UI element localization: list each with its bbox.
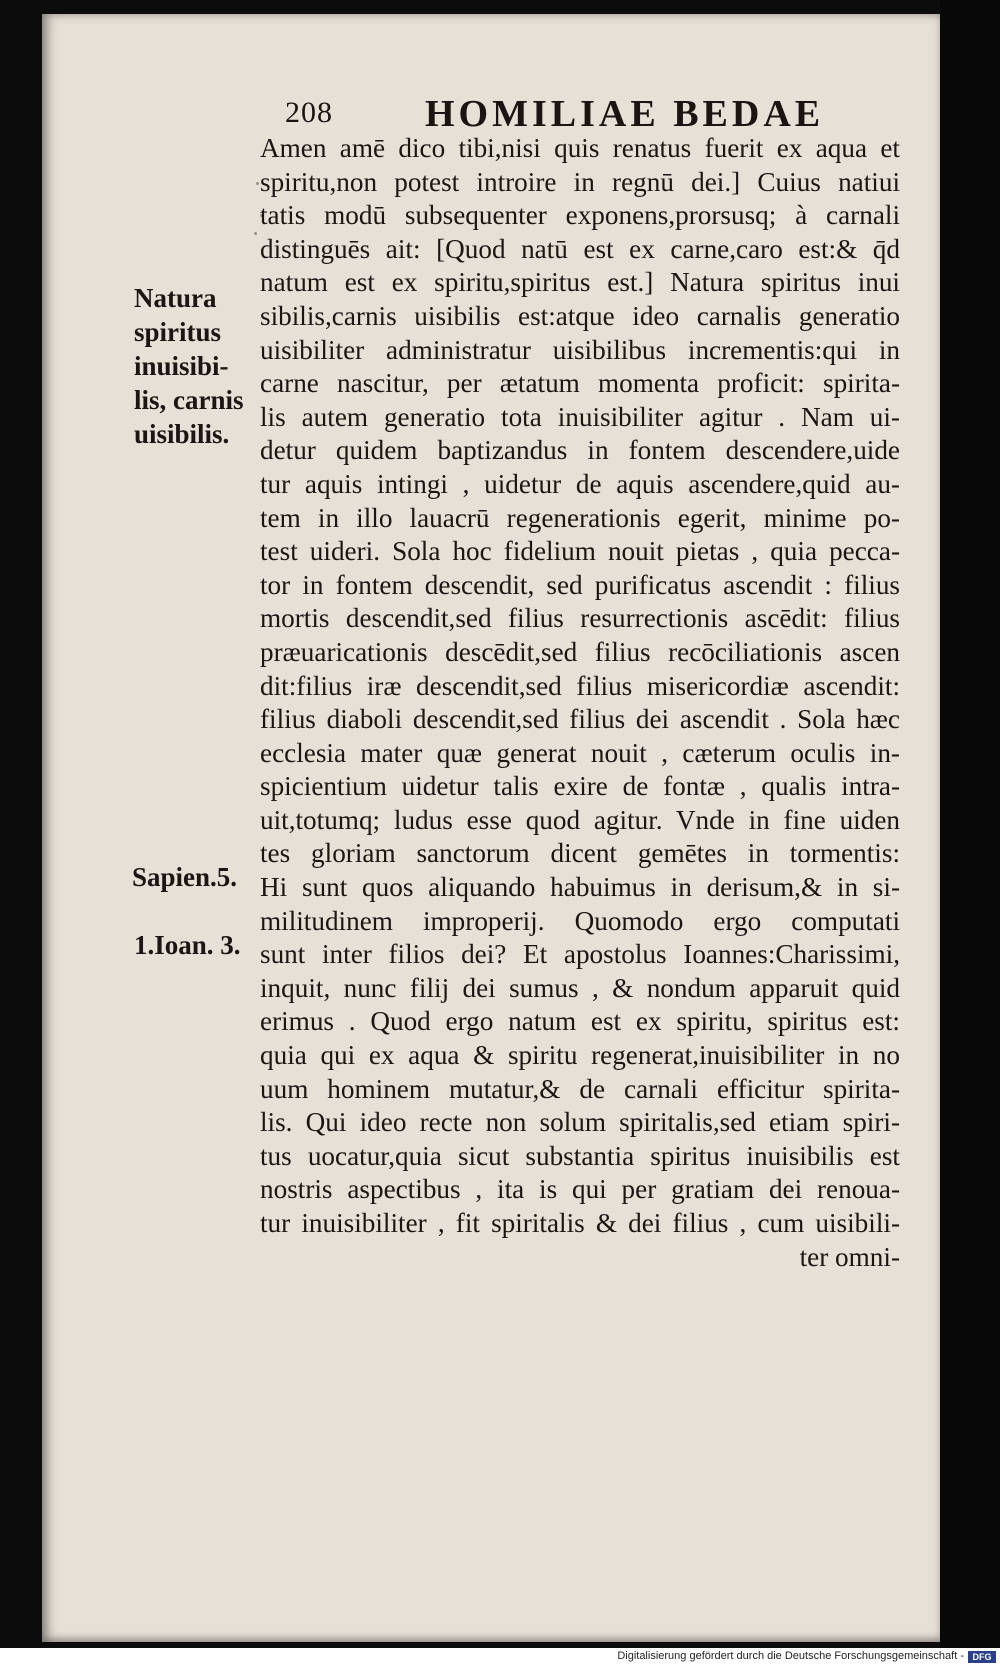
- text-line: uum hominem mutatur,& de carnali efficitur spirita-: [260, 1073, 900, 1104]
- text-line: quia qui ex aqua & spiritu regenerat,inuisibiliter in no: [260, 1040, 900, 1071]
- page-number: 208: [285, 96, 333, 129]
- funding-credit: Digitalisierung gefördert durch die Deutsche Forschungsgemeinschaft -: [617, 1650, 964, 1662]
- text-line: detur quidem baptizandus in fontem descendere,uide: [260, 435, 900, 466]
- dfg-logo-icon: DFG: [968, 1651, 996, 1663]
- text-line: inquit, nunc filij dei sumus , & nondum apparuit quid: [260, 972, 900, 1003]
- scan-edge: [940, 0, 1000, 1648]
- text-line: mortis descendit,sed filius resurrectionis ascēdit: filius: [260, 603, 900, 634]
- margin-note-line: uisibilis.: [134, 419, 230, 449]
- text-line: lis autem generatio tota inuisibiliter agitur . Nam ui-: [260, 401, 900, 432]
- text-line: uit,totumq; ludus esse quod agitur. Vnde in fine uiden: [260, 804, 900, 835]
- text-line: tus uocatur,quia sicut substantia spiritus inuisibilis est: [260, 1140, 900, 1171]
- text-line: tes gloriam sanctorum dicent gemētes in tormentis:: [260, 838, 900, 869]
- text-line: sunt inter filios dei? Et apostolus Ioannes:Charissimi,: [260, 939, 900, 970]
- margin-reference-ioan: 1.Ioan. 3.: [134, 930, 241, 960]
- text-line: tur inuisibiliter , fit spiritalis & dei filius , cum uisibili-: [260, 1208, 900, 1238]
- text-line: uisibiliter administratur uisibilibus incrementis:qui in: [260, 334, 900, 365]
- text-line: tor in fontem descendit, sed purificatus ascendit : filius: [260, 569, 900, 600]
- text-line: carne nascitur, per ætatum momenta proficit: spirita-: [260, 368, 900, 399]
- text-line: dit:filius iræ descendit,sed filius misericordiæ ascendit:: [260, 670, 900, 701]
- margin-note: [134, 281, 264, 451]
- text-line: tur aquis intingi , uidetur de aquis ascendere,quid au-: [260, 468, 900, 499]
- text-line: Amen amē dico tibi,nisi quis renatus fuerit ex aqua et: [260, 133, 900, 163]
- running-title: HOMILIAE BEDAE: [425, 93, 825, 135]
- text-line: distinguēs ait: [Quod natū est ex carne,caro est:& q̄d: [260, 233, 900, 264]
- text-line: tatis modū subsequenter exponens,prorsusq; à carnali: [260, 200, 900, 231]
- text-line: test uideri. Sola hoc fidelium nouit pietas , quia pecca-: [260, 536, 900, 567]
- text-line: militudinem improperij. Quomodo ergo computati: [260, 905, 900, 936]
- margin-note-line: Natura: [134, 283, 217, 313]
- text-line: erimus . Quod ergo natum est ex spiritu, spiritus est:: [260, 1006, 900, 1037]
- text-line: Hi sunt quos aliquando habuimus in derisum,& in si-: [260, 872, 900, 903]
- text-line: spiritu,non potest introire in regnū dei.] Cuius natiui: [260, 166, 900, 197]
- text-line: nostris aspectibus , ita is qui per gratiam dei renoua-: [260, 1174, 900, 1205]
- margin-note-line: spiritus: [134, 317, 222, 347]
- margin-reference-sapien: Sapien.5.: [132, 862, 238, 892]
- footer-bar: [0, 1648, 1000, 1668]
- body-text: [260, 132, 900, 1274]
- text-line: natum est ex spiritu,spiritus est.] Natura spiritus inui: [260, 267, 900, 298]
- margin-note-line: inuisibi-: [134, 351, 229, 381]
- text-line: lis. Qui ideo recte non solum spiritalis,sed etiam spiri-: [260, 1107, 900, 1138]
- margin-note-line: lis, carnis: [134, 385, 244, 415]
- text-line: tem in illo lauacrū regenerationis egerit, minime po-: [260, 502, 900, 533]
- catchword-line: ter omni-: [799, 1241, 900, 1272]
- text-line: ecclesia mater quæ generat nouit , cæterum oculis in-: [260, 737, 900, 768]
- text-line: filius diaboli descendit,sed filius dei ascendit . Sola hæc: [260, 704, 900, 735]
- text-line: spicientium uidetur talis exire de fontæ , qualis intra-: [260, 771, 900, 802]
- text-line: sibilis,carnis uisibilis est:atque ideo carnalis generatio: [260, 300, 900, 331]
- text-line: præuaricationis descēdit,sed filius recōciliationis ascen: [260, 636, 900, 667]
